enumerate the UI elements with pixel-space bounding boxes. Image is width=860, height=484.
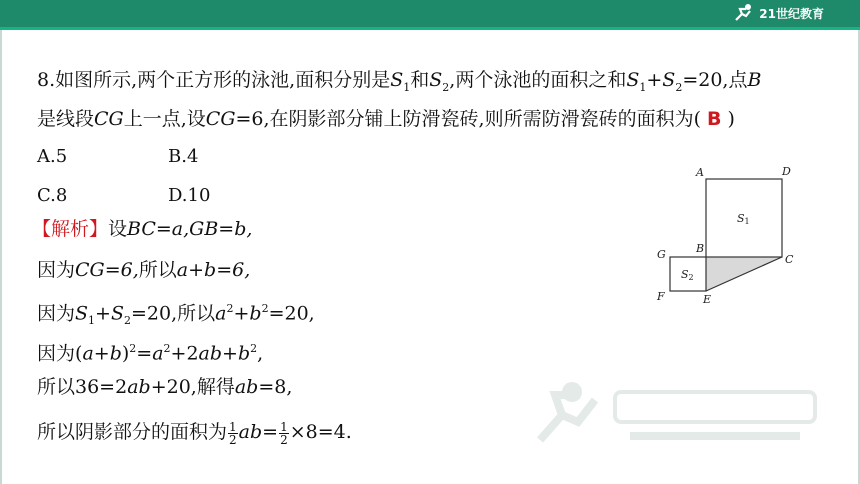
solution-line-2: 因为CG=6,所以a+b=6, (37, 259, 251, 281)
label-b: B (696, 242, 705, 255)
label-s2: S2 (681, 268, 694, 282)
question-line-2: 是线段CG上一点,设CG=6,在阴影部分铺上防滑瓷砖,则所需防滑瓷砖的面积为( B ) (37, 108, 735, 130)
label-a: A (696, 166, 704, 179)
label-e: E (703, 293, 712, 306)
label-c: C (785, 253, 794, 266)
label-s1: S1 (737, 212, 750, 226)
fraction-half-1: $\frac{1}{2}$ (229, 419, 237, 447)
watermark-logo (520, 370, 830, 460)
fraction-half-2: $\frac{1}{2}$ (280, 419, 288, 447)
label-g: G (657, 248, 666, 261)
solution-line-6: 所以阴影部分的面积为 $\frac{1}{2}$ ab= $\frac{1}{2}$ ×8=4. (37, 419, 352, 447)
label-f: F (657, 290, 665, 303)
runner-icon (733, 3, 755, 23)
label-d: D (782, 165, 791, 178)
solution-line-4: 因为$(a+b)^2=a^2+2ab+b^2$, (37, 342, 264, 365)
geometry-figure (648, 160, 808, 310)
option-b: B.4 (168, 146, 199, 167)
brand-logo (733, 3, 824, 23)
question-line-1: 8.如图所示,两个正方形的泳池,面积分别是$S_1$和$S_2$,两个泳池的面积之和$S_1+S_2=20$,点B (37, 69, 762, 94)
solution-line-1: 【解析】设BC=a,GB=b, (32, 218, 253, 240)
left-border (0, 30, 2, 484)
answer-mark: B (707, 108, 722, 130)
option-d: D.10 (168, 185, 211, 206)
header-bar (0, 0, 860, 30)
solution-line-5: 所以36=2ab+20,解得ab=8, (37, 376, 293, 398)
header-stripe (0, 27, 860, 30)
solution-line-3: 因为$S_1+S_2=20$,所以$a^2+b^2=20$, (37, 302, 315, 328)
logo-text: 21世纪教育 (759, 6, 824, 21)
option-a: A.5 (37, 146, 68, 167)
option-c: C.8 (37, 185, 68, 206)
solution-label: 【解析】 (32, 218, 109, 240)
